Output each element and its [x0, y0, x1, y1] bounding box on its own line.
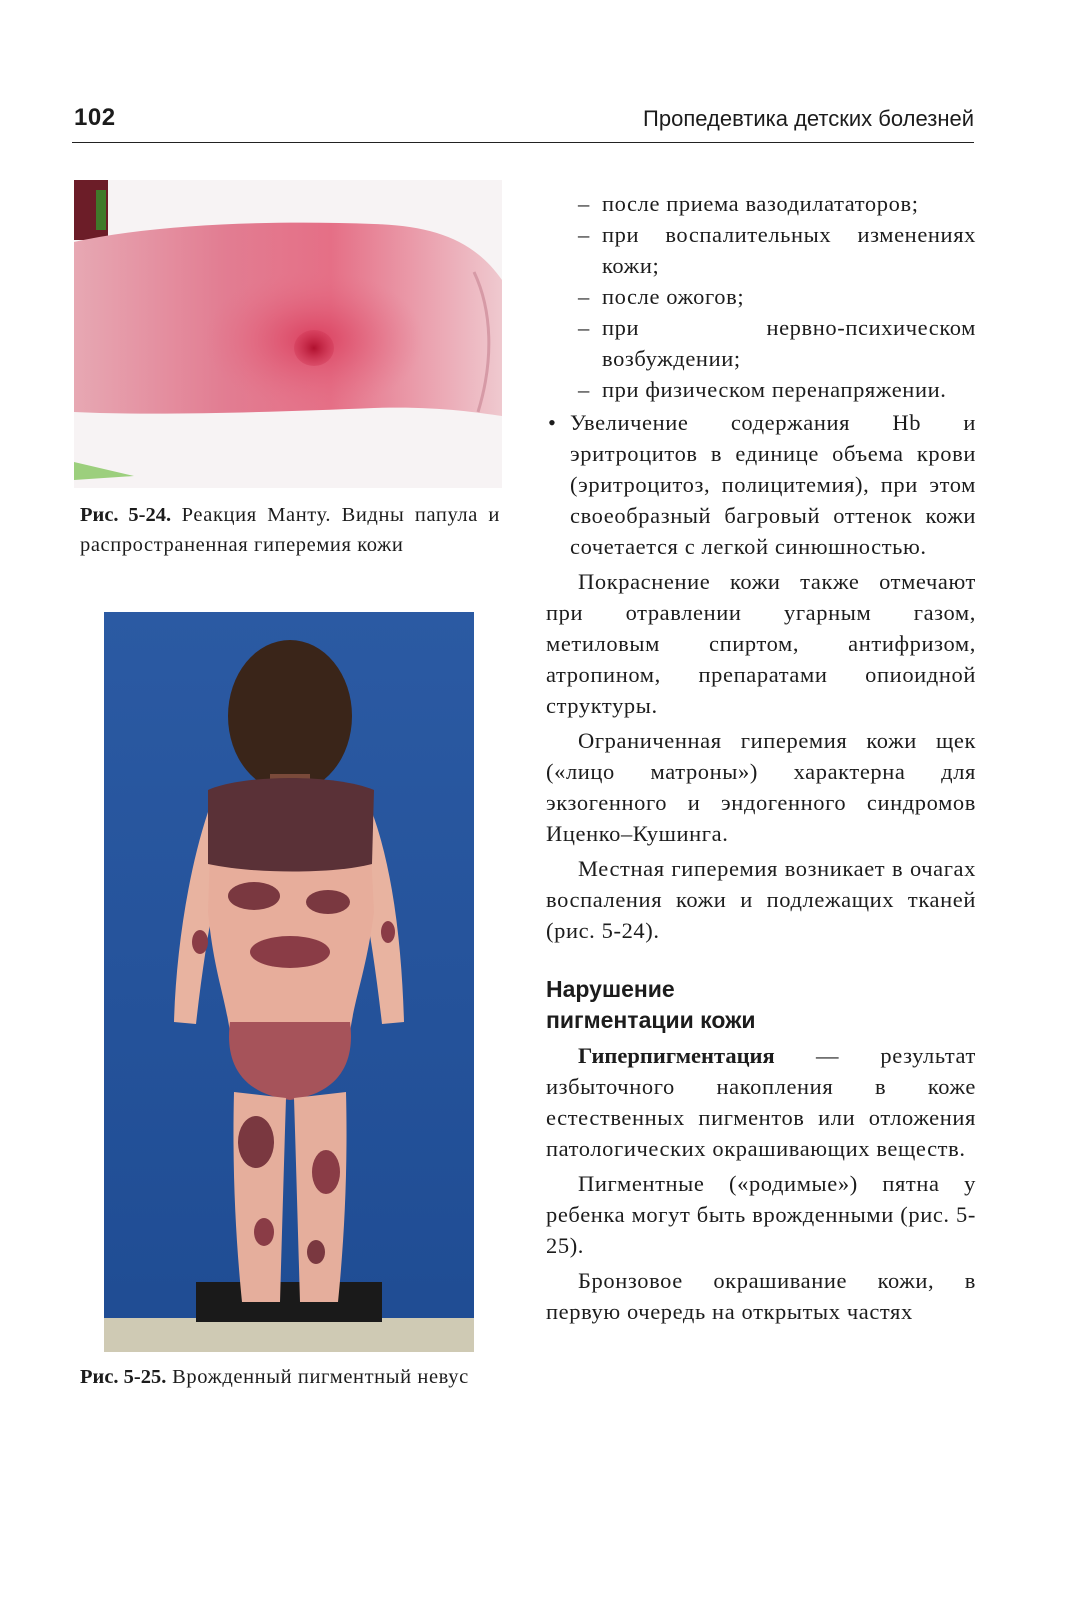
paragraph: Местная гиперемия возникает в очагах воспаления кожи и подлежащих тканей (рис. 5-24). [546, 856, 976, 943]
page-number: 102 [74, 104, 116, 131]
figure-5-24-label: Рис. 5-24. [80, 504, 172, 526]
figure-5-24-caption-text: Реакция Манту. Видны папула и распространенная гиперемия кожи [80, 504, 500, 556]
section-heading [546, 974, 976, 1036]
term: Гиперпигментация [578, 1043, 775, 1068]
list-item: – при физическом перенапряжении. [546, 374, 976, 405]
right-column-text [546, 188, 976, 1327]
dash-list [546, 188, 976, 405]
figure-5-25-photo [104, 612, 474, 1352]
figure-5-25-caption [80, 1362, 500, 1392]
definition-paragraph [546, 1040, 976, 1164]
figure-5-24-caption [80, 500, 500, 560]
paragraph: Пигментные («родимые») пятна у ребенка могут быть врожденными (рис. 5-25). [546, 1171, 976, 1258]
figure-5-25-caption-text: Врожденный пигментный невус [166, 1366, 469, 1388]
child-back-illustration [104, 612, 474, 1352]
term-definition: — результат избыточного накопления в коже естественных пигментов или отложения патологических окрашивающих веществ. [546, 1043, 976, 1161]
header-rule [72, 142, 974, 143]
list-item: – при воспалительных изменениях кожи; [546, 219, 976, 281]
arm-illustration [74, 180, 502, 488]
figure-5-24-photo [74, 180, 502, 488]
figure-5-25-label: Рис. 5-25. [80, 1366, 167, 1388]
list-item: – при нервно-психическом возбуждении; [546, 312, 976, 374]
bullet-item: • Увеличение содержания Hb и эритроцитов в единице объема крови (эритроцитоз, полицитемия), при этом своеобразный багровый оттенок кожи сочетается с легкой синюшностью. [546, 407, 976, 562]
paragraph: Бронзовое окрашивание кожи, в первую очередь на открытых частях [546, 1268, 976, 1324]
paragraph: Покраснение кожи также отмечают при отравлении угарным газом, метиловым спиртом, антифризом, атропином, препаратами опиоидной структуры. [546, 569, 976, 718]
section-heading-line: Нарушение [546, 976, 675, 1002]
list-item: – после приема вазодилататоров; [546, 188, 976, 219]
paragraph: Ограниченная гиперемия кожи щек («лицо матроны») характерна для экзогенного и эндогенного синдромов Иценко–Кушинга. [546, 728, 976, 846]
list-item: – после ожогов; [546, 281, 976, 312]
running-title: Пропедевтика детских болезней [643, 106, 974, 131]
section-heading-line: пигментации кожи [546, 1007, 756, 1033]
